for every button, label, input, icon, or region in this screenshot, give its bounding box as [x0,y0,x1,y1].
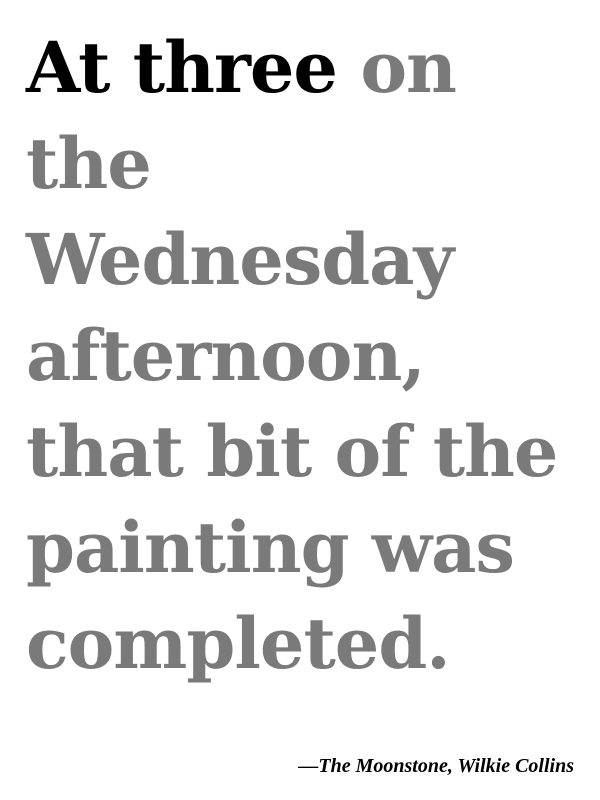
quote-line-5: that bit of the [26,410,558,493]
quote-line-1 [26,20,586,116]
quote-line-7: completed. [26,602,450,685]
attribution-dash: — [298,755,319,777]
quote-highlight: At three [26,26,337,109]
quote-line-1-rest: on [360,26,456,109]
attribution [298,752,574,780]
quote-text [26,20,586,692]
quote-line-3: Wednesday [26,218,454,301]
attribution-work: The Moonstone [318,755,448,777]
quote-line-6: painting was [26,506,514,589]
quote-line-4: afternoon, [26,314,425,397]
attribution-separator: , [447,755,458,777]
quote-line-2: the [26,122,151,205]
attribution-author: Wilkie Collins [457,755,574,777]
